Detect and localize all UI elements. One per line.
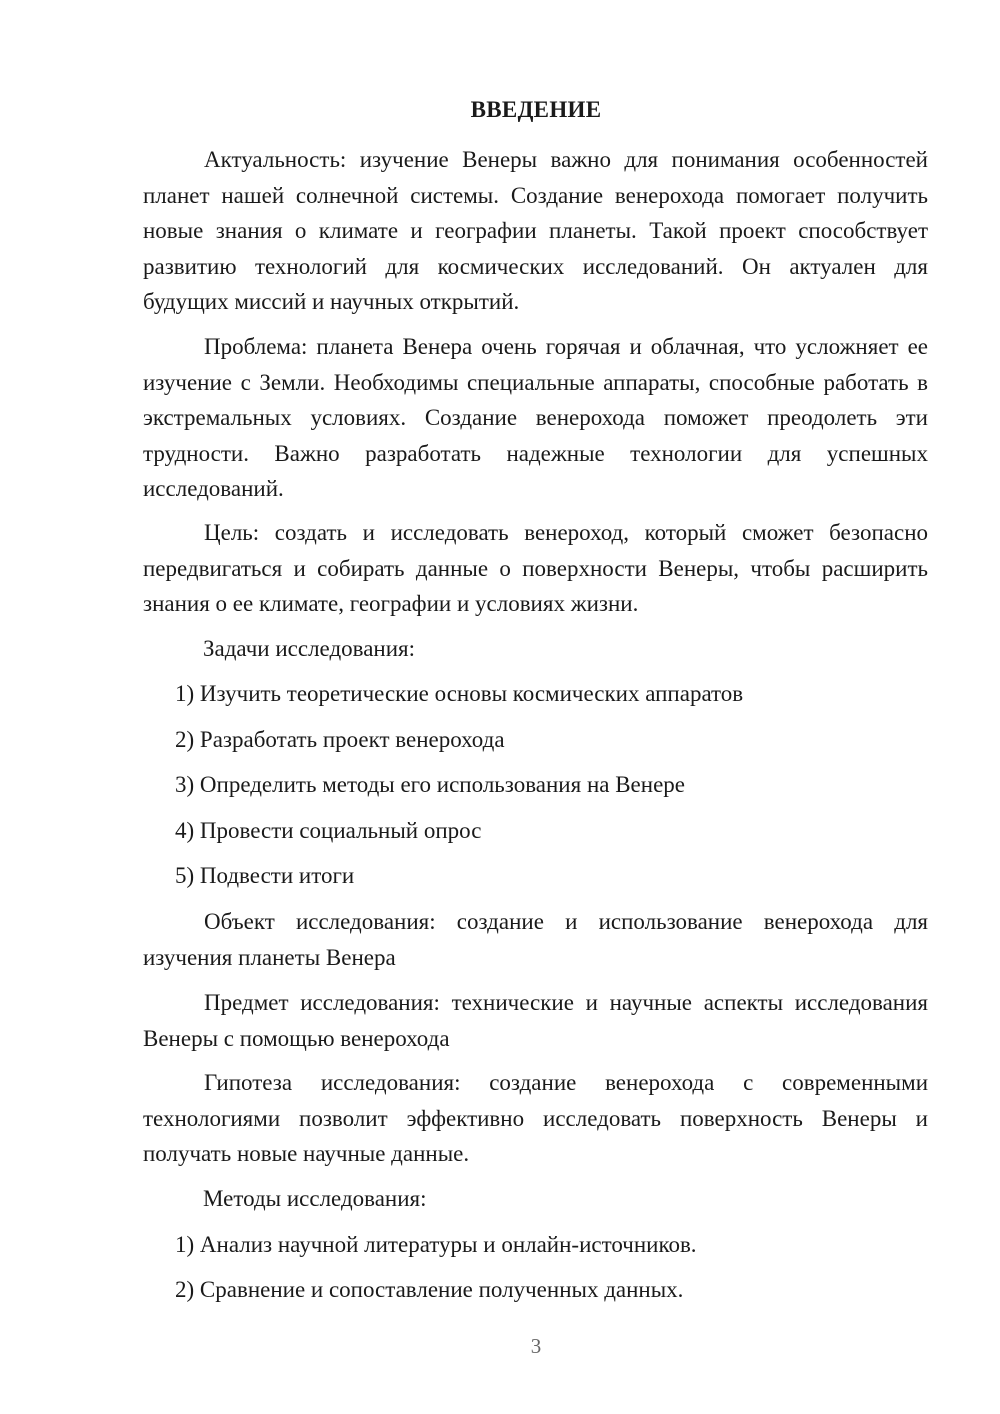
methods-heading: Методы исследования: [203,1186,427,1211]
subject-paragraph: Предмет исследования: технические и научные аспекты исследования Венеры с помощью венерохода [143,990,928,1051]
task-item: 2) Разработать проект венерохода [175,727,505,752]
task-item: 3) Определить методы его использования на Венере [175,772,685,797]
goal-paragraph: Цель: создать и исследовать венероход, который сможет безопасно передвигаться и собирать данные о поверхности Венеры, чтобы расширить знания о ее климате, географии и условиях жизни. [143,520,928,616]
page-number: 3 [530,1334,542,1358]
task-item: 4) Провести социальный опрос [175,818,482,843]
page-title: ВВЕДЕНИЕ [470,97,602,122]
method-item: 2) Сравнение и сопоставление полученных данных. [175,1277,684,1302]
task-item: 1) Изучить теоретические основы космических аппаратов [175,681,744,706]
relevance-paragraph: Актуальность: изучение Венеры важно для понимания особенностей планет нашей солнечной системы. Создание венерохода помогает получить новые знания о климате и географии планеты. Такой проект способствует развитию технологий для космических исследований. Он актуален для будущих миссий и научных открытий. [143,147,928,314]
tasks-heading: Задачи исследования: [203,636,416,661]
object-paragraph: Объект исследования: создание и использование венерохода для изучения планеты Венера [143,909,928,970]
task-item: 5) Подвести итоги [175,863,355,888]
hypothesis-paragraph: Гипотеза исследования: создание венерохода с современными технологиями позволит эффективно исследовать поверхность Венеры и получать новые научные данные. [143,1070,928,1166]
method-item: 1) Анализ научной литературы и онлайн-источников. [175,1232,697,1257]
problem-paragraph: Проблема: планета Венера очень горячая и облачная, что усложняет ее изучение с Земли. Необходимы специальные аппараты, способные работать в экстремальных условиях. Создание венерохода поможет преодолеть эти трудности. Важно разработать надежные технологии для успешных исследований. [143,334,928,501]
